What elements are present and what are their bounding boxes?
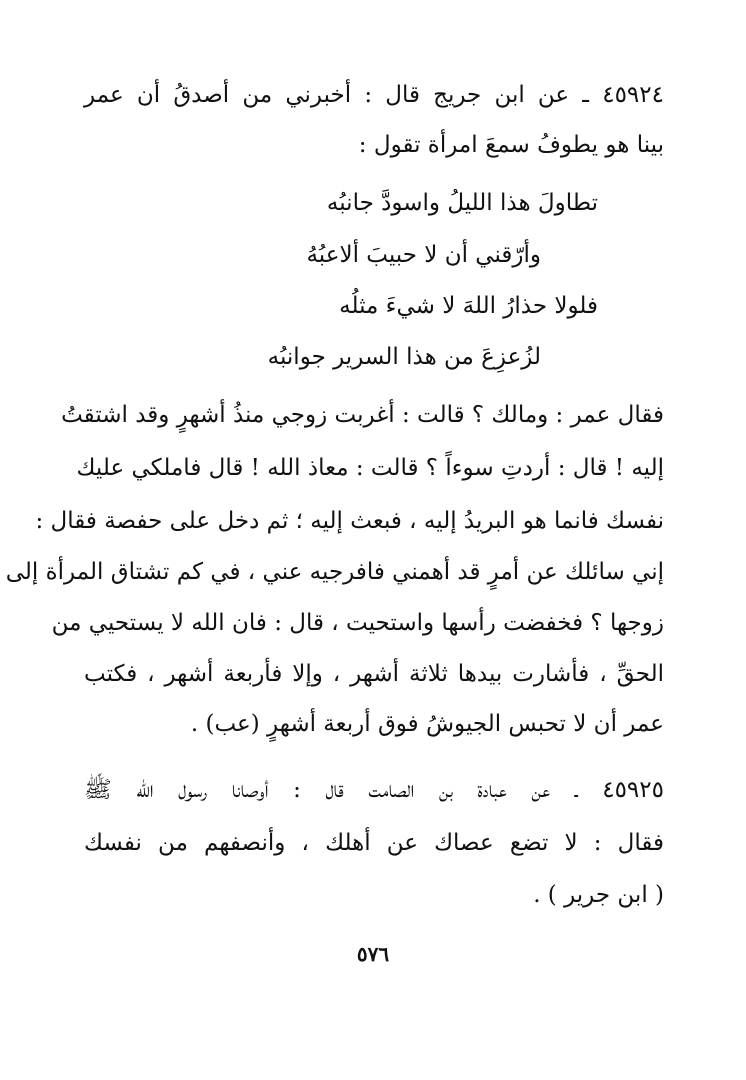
poem-verse-4: لزُعزِعَ من هذا السرير جوانبُه: [267, 344, 541, 370]
hadith-45924-line-5: نفسك فانما هو البريدُ إليه ، فبعث إليه ؛ ثم دخل على حفصة فقال :: [35, 508, 664, 534]
hadith-45924-line-3: فقال عمر : ومالك ؟ قالت : أغربت زوجي منذُ أشهرٍ وقد اشتقتُ: [61, 402, 664, 428]
hadith-45924-line-8: الحقِّ ، فأشارت بيدها ثلاثة أشهر ، وإلا فأربعة أشهر ، فكتب: [84, 661, 664, 687]
poem-verse-1: تطاولَ هذا الليلُ واسودَّ جانبُه: [326, 190, 598, 216]
hadith-45924-line-1: ٤٥٩٢٤ ـ عن ابن جريج قال : أخبرني من أصدقُ أن عمر: [84, 82, 664, 108]
page-number: ٥٧٦: [356, 942, 390, 966]
hadith-45924-line-7: زوجها ؟ فخفضت رأسها واستحيت ، قال : فان الله لا يستحيي من: [51, 610, 664, 636]
hadith-45924-line-4: إليه ! قال : أردتِ سوءاً ؟ قالت : معاذ الله ! قال فاملكي عليك: [76, 455, 664, 481]
poem-verse-3: فلولا حذارُ اللهَ لا شيءَ مثلُه: [339, 293, 598, 319]
hadith-45924-line-2: بينا هو يطوفُ سمعَ امرأة تقول :: [358, 132, 664, 158]
poem-verse-2: وأرّقني أن لا حبيبَ ألاعبُهُ: [306, 242, 541, 268]
hadith-45924-line-6: إني سائلك عن أمرٍ قد أهمني فافرجيه عني ، في كم تشتاق المرأة إلى: [5, 559, 664, 585]
hadith-45924-line-9: عمر أن لا تحبس الجيوشُ فوق أربعة أشهرٍ (عب) .: [190, 711, 664, 737]
hadith-45925-line-2: فقال : لا تضع عصاك عن أهلك ، وأنصفهم من نفسك: [84, 830, 664, 856]
hadith-45925-line-1: ٤٥٩٢٥ ـ عن عبادة بن الصامت قال : أوصانا رسول الله ﷺ: [84, 777, 664, 803]
hadith-45925-line-3: ( ابن جرير ) .: [533, 882, 664, 908]
